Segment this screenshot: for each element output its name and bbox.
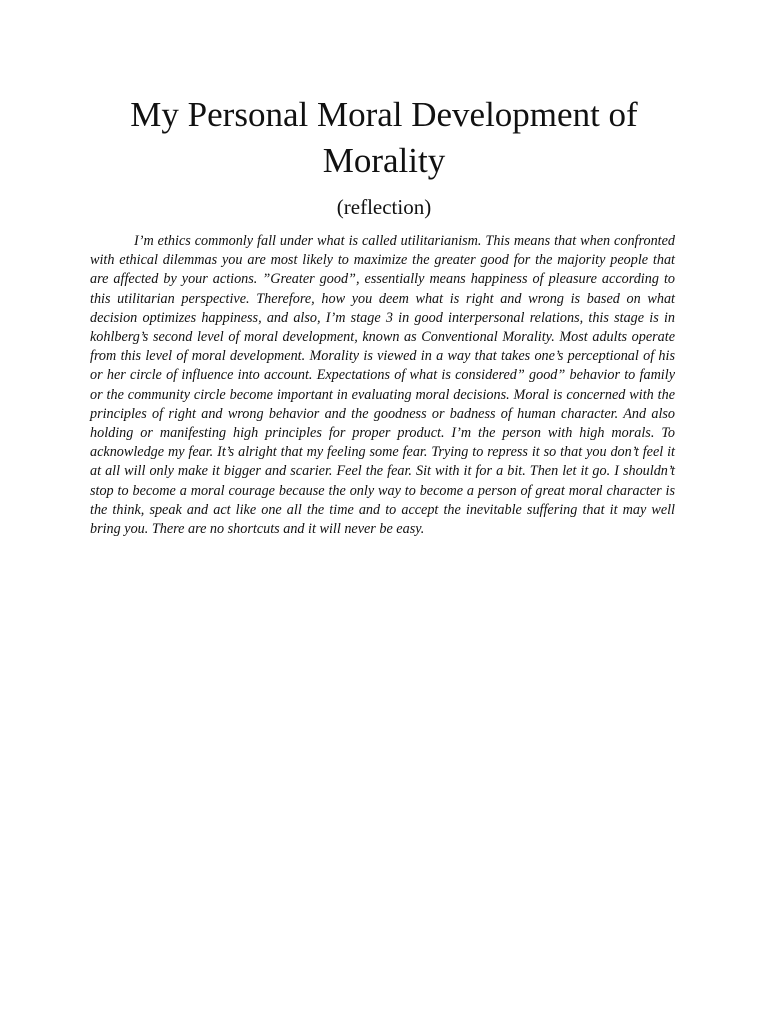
body-paragraph: I’m ethics commonly fall under what is called utilitarianism. This means that when confronted with ethical dilemmas you are most likely to maximize the greater good for the majority people that are affected by your actions. ”Greater good”, essentially means happiness of pleasure according to this utilitarian perspective. Therefore, how you deem what is right and wrong is based on what decision optimizes happiness, and also, I’m stage 3 in good interpersonal relations, this stage is in kohlberg’s second level of moral development, known as Conventional Morality. Most adults operate from this level of moral development. Morality is viewed in a way that takes one’s perceptional of his or her circle of influence into account. Expectations of what is considered” good” behavior to family or the community circle become important in evaluating moral decisions. Moral is concerned with the principles of right and wrong behavior and the goodness or badness of human character. And also holding or manifesting high principles for proper product. I’m the person with high morals. To acknowledge my fear. It’s alright that my feeling some fear. Trying to repress it so that you don’t feel it at all will only make it bigger and scarier. Feel the fear. Sit with it for a bit. Then let it go. I shouldn’t stop to become a moral courage because the only way to become a person of great moral character is the think, speak and act like one all the time and to accept the inevitable suffering that it may well bring you. There are no shortcuts and it will never be easy. [90,233,675,538]
document-subtitle: (reflection) [336,195,432,219]
document-title: My Personal Moral Development of Morality [130,95,638,180]
